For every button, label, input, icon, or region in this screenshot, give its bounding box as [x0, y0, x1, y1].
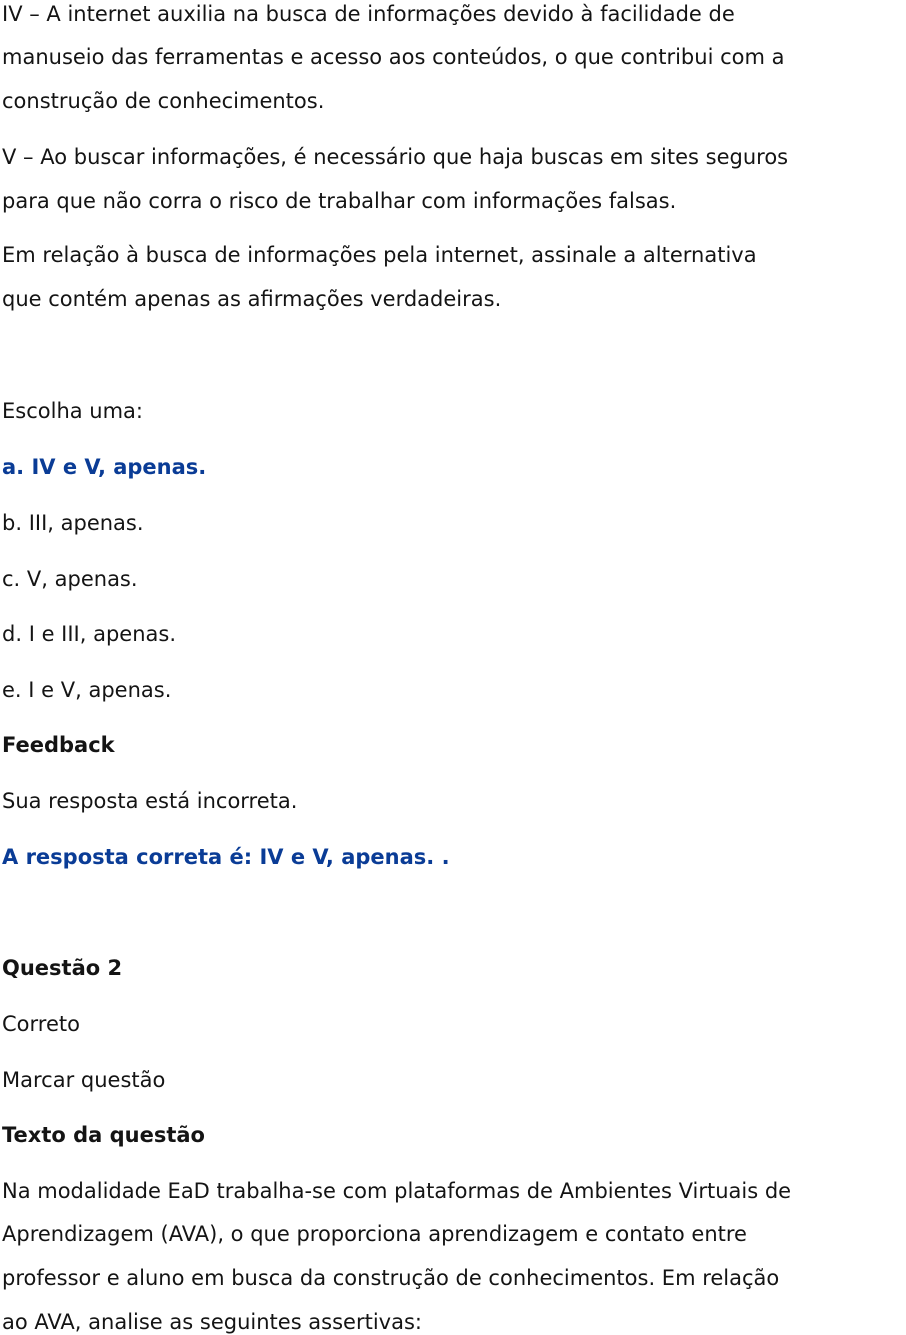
question-2-text-line-3: professor e aluno em busca da construção de conhecimentos. Em relação — [2, 1266, 780, 1290]
option-c-text: V, apenas. — [26, 567, 138, 591]
statement-iv-line-1: IV – A internet auxilia na busca de informações devido à facilidade de — [2, 2, 735, 26]
question-prompt-line-1: Em relação à busca de informações pela internet, assinale a alternativa — [2, 243, 757, 267]
correct-answer: A resposta correta é: IV e V, apenas. . — [2, 845, 450, 869]
flag-question-link[interactable]: Marcar questão — [2, 1068, 166, 1092]
option-b[interactable] — [2, 511, 144, 535]
statement-iv-line-3: construção de conhecimentos. — [2, 89, 325, 113]
question-2-heading: Questão 2 — [2, 956, 123, 980]
statement-v-line-1: V – Ao buscar informações, é necessário que haja buscas em sites seguros — [2, 145, 789, 169]
choose-label: Escolha uma: — [2, 399, 144, 423]
feedback-heading: Feedback — [2, 733, 115, 757]
option-c-key: c. — [2, 567, 21, 591]
option-b-text: III, apenas. — [28, 511, 144, 535]
question-2-text-line-1: Na modalidade EaD trabalha-se com plataformas de Ambientes Virtuais de — [2, 1179, 792, 1203]
statement-iv-line-2: manuseio das ferramentas e acesso aos conteúdos, o que contribui com a — [2, 45, 785, 69]
option-a-text: IV e V, apenas. — [31, 455, 207, 479]
question-text-heading: Texto da questão — [2, 1123, 205, 1147]
option-d-key: d. — [2, 622, 23, 646]
statement-v-line-2: para que não corra o risco de trabalhar com informações falsas. — [2, 189, 677, 213]
feedback-result: Sua resposta está incorreta. — [2, 789, 298, 813]
option-c[interactable] — [2, 567, 138, 591]
option-e-text: I e V, apenas. — [28, 678, 172, 702]
option-d-text: I e III, apenas. — [28, 622, 177, 646]
option-b-key: b. — [2, 511, 23, 535]
question-2-text-line-2: Aprendizagem (AVA), o que proporciona aprendizagem e contato entre — [2, 1222, 747, 1246]
question-2-status: Correto — [2, 1012, 80, 1036]
question-2-text-line-4: ao AVA, analise as seguintes assertivas: — [2, 1310, 422, 1334]
option-d[interactable] — [2, 622, 176, 646]
option-a-key: a. — [2, 455, 25, 479]
option-e[interactable] — [2, 678, 171, 702]
option-e-key: e. — [2, 678, 22, 702]
option-a[interactable] — [2, 455, 206, 479]
question-prompt-line-2: que contém apenas as afirmações verdadeiras. — [2, 287, 502, 311]
